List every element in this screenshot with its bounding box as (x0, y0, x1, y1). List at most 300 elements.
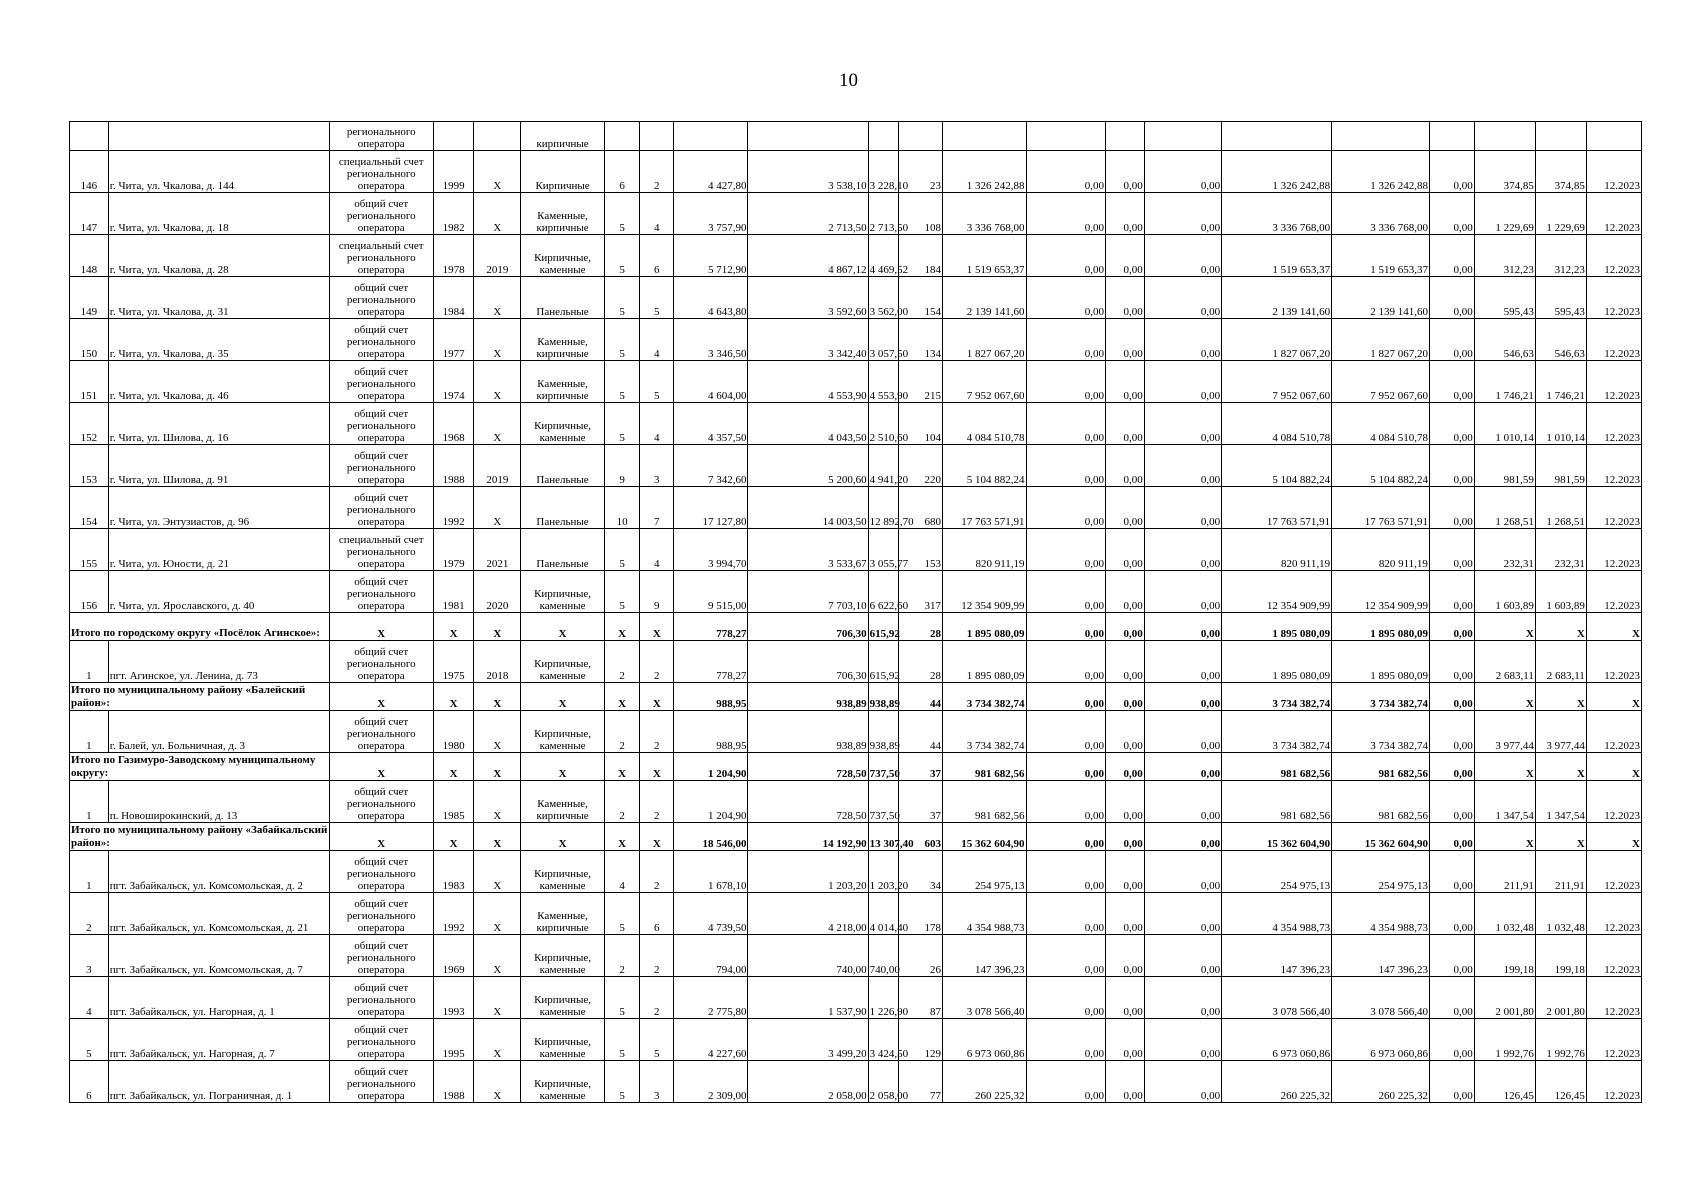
funding-cell: 0,00 (1429, 683, 1474, 711)
entrances-cell: 5 (640, 1019, 674, 1061)
renovation-year-cell: 2020 (474, 571, 521, 613)
total-area-cell: 2 309,00 (674, 1061, 748, 1103)
funding-cell: 0,00 (1429, 403, 1474, 445)
floors-cell: 2 (604, 641, 640, 683)
funding-cell: 1 895 080,09 (1332, 641, 1430, 683)
renovation-year-cell: Х (474, 753, 521, 781)
address-cell: г. Чита, ул. Ярославского, д. 40 (108, 571, 329, 613)
unit-cost-cell: 211,91 (1535, 851, 1586, 893)
funding-cell: 0,00 (1026, 753, 1105, 781)
funding-cell: 15 362 604,90 (1332, 823, 1430, 851)
entrances-cell: 2 (640, 711, 674, 753)
completion-date-cell: Х (1586, 823, 1641, 851)
funding-cell: 4 354 988,73 (1222, 893, 1332, 935)
funding-cell: 0,00 (1429, 893, 1474, 935)
entrances-cell: 3 (640, 445, 674, 487)
address-cell: пгт. Забайкальск, ул. Нагорная, д. 1 (108, 977, 329, 1019)
subtotal-row (70, 613, 1642, 641)
renovation-year-cell: Х (474, 977, 521, 1019)
unit-cost-cell: 1 268,51 (1474, 487, 1535, 529)
funding-cell: 0,00 (1429, 613, 1474, 641)
unit-cost-cell: 2 683,11 (1535, 641, 1586, 683)
unit-cost-cell: 211,91 (1474, 851, 1535, 893)
material-cell: Каменные, кирпичные (521, 319, 605, 361)
cost-cell: 4 084 510,78 (943, 403, 1027, 445)
account-cell: Х (329, 823, 433, 851)
subtotal-label: Итого по муниципальному району «Забайкальский район»: (71, 824, 328, 849)
year-cell: 1980 (433, 711, 474, 753)
residents-cell: 220 (899, 445, 943, 487)
completion-date-cell: 12.2023 (1586, 641, 1641, 683)
funding-cell: 7 952 067,60 (1222, 361, 1332, 403)
residents-cell: 87 (899, 977, 943, 1019)
account-cell: общий счет регионального оператора (329, 361, 433, 403)
completion-date-cell: 12.2023 (1586, 1019, 1641, 1061)
funding-cell: 0,00 (1429, 781, 1474, 823)
funding-cell: 0,00 (1429, 935, 1474, 977)
renovation-year-cell: Х (474, 711, 521, 753)
funding-cell: 0,00 (1026, 151, 1105, 193)
completion-date-cell: 12.2023 (1586, 781, 1641, 823)
funding-cell: 0,00 (1429, 529, 1474, 571)
residents-cell: 26 (899, 935, 943, 977)
table-row (70, 151, 1642, 193)
address-cell: г. Чита, ул. Чкалова, д. 144 (108, 151, 329, 193)
funding-cell: 6 973 060,86 (1222, 1019, 1332, 1061)
floors-cell: 9 (604, 445, 640, 487)
table-row (70, 193, 1642, 235)
completion-date-cell: 12.2023 (1586, 277, 1641, 319)
unit-cost-cell: 1 603,89 (1474, 571, 1535, 613)
funding-cell: 0,00 (1144, 683, 1221, 711)
completion-date-cell: 12.2023 (1586, 445, 1641, 487)
material-cell: Кирпичные, каменные (521, 977, 605, 1019)
entrances-cell: 2 (640, 641, 674, 683)
funding-cell: 0,00 (1429, 319, 1474, 361)
material-cell: Кирпичные, каменные (521, 235, 605, 277)
unit-cost-cell: Х (1474, 823, 1535, 851)
year-cell: 1974 (433, 361, 474, 403)
unit-cost-cell: 3 977,44 (1474, 711, 1535, 753)
unit-cost-cell: Х (1474, 753, 1535, 781)
address-cell: пгт. Забайкальск, ул. Нагорная, д. 7 (108, 1019, 329, 1061)
completion-date-cell: 12.2023 (1586, 151, 1641, 193)
funding-cell: 0,00 (1106, 445, 1145, 487)
cost-cell: 3 734 382,74 (943, 711, 1027, 753)
residents-cell: 108 (899, 193, 943, 235)
funding-cell: 1 827 067,20 (1222, 319, 1332, 361)
funding-cell: 0,00 (1026, 487, 1105, 529)
funding-cell: 0,00 (1026, 935, 1105, 977)
funding-cell: 0,00 (1144, 641, 1221, 683)
account-cell: общий счет регионального оператора (329, 319, 433, 361)
funding-cell: 4 354 988,73 (1332, 893, 1430, 935)
table-row (70, 1061, 1642, 1103)
funding-cell: 0,00 (1026, 1061, 1105, 1103)
residents-cell: 44 (899, 711, 943, 753)
residential-area-cell: 4 553,90 (748, 361, 868, 403)
table-row (70, 1019, 1642, 1061)
funding-cell: 0,00 (1429, 711, 1474, 753)
table-row (70, 403, 1642, 445)
floors-cell: 5 (604, 193, 640, 235)
account-cell: общий счет регионального оператора (329, 641, 433, 683)
owned-area-cell: 4 553,90 (868, 361, 899, 403)
cost-cell: 1 519 653,37 (943, 235, 1027, 277)
unit-cost-cell: 546,63 (1474, 319, 1535, 361)
residential-area-cell: 3 592,60 (748, 277, 868, 319)
residents-cell: 104 (899, 403, 943, 445)
total-area-cell: 9 515,00 (674, 571, 748, 613)
address-cell: г. Чита, ул. Чкалова, д. 35 (108, 319, 329, 361)
funding-cell: 260 225,32 (1222, 1061, 1332, 1103)
completion-date-cell: 12.2023 (1586, 193, 1641, 235)
owned-area-cell: 615,92 (868, 613, 899, 641)
unit-cost-cell: 595,43 (1535, 277, 1586, 319)
funding-cell: 0,00 (1144, 361, 1221, 403)
funding-cell: 1 895 080,09 (1222, 613, 1332, 641)
entrances-cell: 5 (640, 277, 674, 319)
funding-cell: 0,00 (1144, 1019, 1221, 1061)
table-row (70, 935, 1642, 977)
unit-cost-cell: 981,59 (1474, 445, 1535, 487)
year-cell: 1988 (433, 445, 474, 487)
funding-cell: 0,00 (1106, 977, 1145, 1019)
account-cell: Х (329, 683, 433, 711)
total-area-cell: 4 604,00 (674, 361, 748, 403)
material-cell: Кирпичные, каменные (521, 571, 605, 613)
unit-cost-cell: 1 603,89 (1535, 571, 1586, 613)
owned-area-cell: 4 469,52 (868, 235, 899, 277)
unit-cost-cell: 1 268,51 (1535, 487, 1586, 529)
owned-area-cell: 3 057,50 (868, 319, 899, 361)
total-area-cell: 988,95 (674, 683, 748, 711)
year-cell: 1984 (433, 277, 474, 319)
floors-cell: 2 (604, 711, 640, 753)
funding-cell: 0,00 (1144, 753, 1221, 781)
funding-cell: 0,00 (1026, 319, 1105, 361)
completion-date-cell: 12.2023 (1586, 235, 1641, 277)
unit-cost-cell: 2 683,11 (1474, 641, 1535, 683)
total-area-cell: 5 712,90 (674, 235, 748, 277)
owned-area-cell: 4 014,40 (868, 893, 899, 935)
cost-cell: 6 973 060,86 (943, 1019, 1027, 1061)
completion-date-cell: 12.2023 (1586, 851, 1641, 893)
cost-cell: 3 078 566,40 (943, 977, 1027, 1019)
floors-cell: 5 (604, 1061, 640, 1103)
table-row (70, 487, 1642, 529)
renovation-year-cell: Х (474, 1061, 521, 1103)
year-cell: 1981 (433, 571, 474, 613)
owned-area-cell: 13 307,40 (868, 823, 899, 851)
unit-cost-cell: 595,43 (1474, 277, 1535, 319)
subtotal-row (70, 753, 1642, 781)
completion-date-cell: 12.2023 (1586, 711, 1641, 753)
unit-cost-cell: 1 229,69 (1535, 193, 1586, 235)
unit-cost-cell: Х (1535, 683, 1586, 711)
renovation-year-cell: Х (474, 487, 521, 529)
total-area-cell: 7 342,60 (674, 445, 748, 487)
funding-cell: 3 078 566,40 (1332, 977, 1430, 1019)
material-cell: Кирпичные (521, 151, 605, 193)
owned-area-cell: 2 713,50 (868, 193, 899, 235)
funding-cell: 1 519 653,37 (1332, 235, 1430, 277)
entrances-cell: 4 (640, 403, 674, 445)
completion-date-cell: 12.2023 (1586, 977, 1641, 1019)
funding-cell: 0,00 (1144, 277, 1221, 319)
funding-cell: 1 326 242,88 (1332, 151, 1430, 193)
funding-cell: 0,00 (1106, 277, 1145, 319)
floors-cell: Х (604, 753, 640, 781)
funding-cell: 0,00 (1106, 613, 1145, 641)
unit-cost-cell: 981,59 (1535, 445, 1586, 487)
entrances-cell: 6 (640, 235, 674, 277)
owned-area-cell: 2 510,60 (868, 403, 899, 445)
owned-area-cell: 3 424,50 (868, 1019, 899, 1061)
entrances-cell: Х (640, 613, 674, 641)
renovation-year-cell: 2018 (474, 641, 521, 683)
unit-cost-cell: 312,23 (1474, 235, 1535, 277)
funding-cell: 0,00 (1144, 151, 1221, 193)
completion-date-cell: 12.2023 (1586, 1061, 1641, 1103)
total-area-cell: 778,27 (674, 641, 748, 683)
funding-cell: 5 104 882,24 (1332, 445, 1430, 487)
page-number: 10 (839, 70, 858, 91)
total-area-cell: 988,95 (674, 711, 748, 753)
account-cell: общий счет регионального оператора (329, 1019, 433, 1061)
funding-cell: 0,00 (1106, 1019, 1145, 1061)
residents-cell: 603 (899, 823, 943, 851)
table-row (70, 529, 1642, 571)
material-cell: Кирпичные, каменные (521, 641, 605, 683)
owned-area-cell: 3 228,10 (868, 151, 899, 193)
table-row (70, 361, 1642, 403)
material-cell: Кирпичные, каменные (521, 1019, 605, 1061)
residents-cell: 134 (899, 319, 943, 361)
address-cell: г. Чита, ул. Энтузиастов, д. 96 (108, 487, 329, 529)
funding-cell: 147 396,23 (1332, 935, 1430, 977)
material-cell: Каменные, кирпичные (521, 781, 605, 823)
funding-cell: 0,00 (1144, 613, 1221, 641)
funding-cell: 0,00 (1026, 977, 1105, 1019)
material-cell: Панельные (521, 277, 605, 319)
row-number: 1 (70, 781, 109, 823)
floors-cell: 5 (604, 235, 640, 277)
funding-cell: 0,00 (1106, 193, 1145, 235)
unit-cost-cell: 126,45 (1535, 1061, 1586, 1103)
total-area-cell: 1 204,90 (674, 781, 748, 823)
account-cell: регионального оператора (329, 122, 433, 151)
entrances-cell: 4 (640, 529, 674, 571)
total-area-cell: 1 204,90 (674, 753, 748, 781)
account-cell: специальный счет регионального оператора (329, 529, 433, 571)
renovation-year-cell: 2019 (474, 235, 521, 277)
funding-cell: 0,00 (1144, 823, 1221, 851)
funding-cell: 7 952 067,60 (1332, 361, 1430, 403)
floors-cell: 5 (604, 571, 640, 613)
material-cell: Х (521, 683, 605, 711)
floors-cell: 2 (604, 781, 640, 823)
table-row (70, 445, 1642, 487)
table-row (70, 711, 1642, 753)
account-cell: общий счет регионального оператора (329, 571, 433, 613)
funding-cell: 0,00 (1429, 277, 1474, 319)
row-number: 3 (70, 935, 109, 977)
cost-cell: 4 354 988,73 (943, 893, 1027, 935)
renovation-year-cell: Х (474, 319, 521, 361)
renovation-year-cell: Х (474, 683, 521, 711)
unit-cost-cell: 374,85 (1474, 151, 1535, 193)
unit-cost-cell: 2 001,80 (1535, 977, 1586, 1019)
residential-area-cell: 5 200,60 (748, 445, 868, 487)
funding-cell: 147 396,23 (1222, 935, 1332, 977)
funding-cell: 4 084 510,78 (1332, 403, 1430, 445)
unit-cost-cell: 374,85 (1535, 151, 1586, 193)
unit-cost-cell: 1 992,76 (1535, 1019, 1586, 1061)
total-area-cell: 794,00 (674, 935, 748, 977)
cost-cell: 12 354 909,99 (943, 571, 1027, 613)
funding-cell: 0,00 (1026, 823, 1105, 851)
funding-cell: 17 763 571,91 (1222, 487, 1332, 529)
funding-cell: 0,00 (1144, 711, 1221, 753)
funding-cell: 0,00 (1429, 193, 1474, 235)
residents-cell: 215 (899, 361, 943, 403)
residential-area-cell: 7 703,10 (748, 571, 868, 613)
funding-cell: 0,00 (1026, 893, 1105, 935)
year-cell: 1977 (433, 319, 474, 361)
funding-cell: 0,00 (1429, 1019, 1474, 1061)
floors-cell: 4 (604, 851, 640, 893)
completion-date-cell: 12.2023 (1586, 319, 1641, 361)
account-cell: общий счет регионального оператора (329, 277, 433, 319)
unit-cost-cell: 199,18 (1535, 935, 1586, 977)
funding-cell: 0,00 (1106, 529, 1145, 571)
funding-cell: 0,00 (1144, 193, 1221, 235)
account-cell: Х (329, 753, 433, 781)
cost-cell: 1 895 080,09 (943, 613, 1027, 641)
funding-cell: 17 763 571,91 (1332, 487, 1430, 529)
total-area-cell: 4 427,80 (674, 151, 748, 193)
funding-cell: 3 734 382,74 (1332, 683, 1430, 711)
funding-cell: 0,00 (1106, 711, 1145, 753)
unit-cost-cell: Х (1535, 613, 1586, 641)
completion-date-cell: 12.2023 (1586, 935, 1641, 977)
unit-cost-cell: 1 347,54 (1474, 781, 1535, 823)
year-cell: 1969 (433, 935, 474, 977)
entrances-cell: 9 (640, 571, 674, 613)
year-cell: 1995 (433, 1019, 474, 1061)
address-cell: г. Чита, ул. Шилова, д. 91 (108, 445, 329, 487)
unit-cost-cell: Х (1474, 613, 1535, 641)
total-area-cell: 3 346,50 (674, 319, 748, 361)
row-number: 153 (70, 445, 109, 487)
account-cell: общий счет регионального оператора (329, 445, 433, 487)
year-cell: 1985 (433, 781, 474, 823)
funding-cell: 0,00 (1106, 319, 1145, 361)
residential-area-cell: 4 867,12 (748, 235, 868, 277)
residential-area-cell: 4 043,50 (748, 403, 868, 445)
floors-cell: Х (604, 613, 640, 641)
cost-cell: 7 952 067,60 (943, 361, 1027, 403)
material-cell: Каменные, кирпичные (521, 893, 605, 935)
residents-cell: 44 (899, 683, 943, 711)
table-row (70, 235, 1642, 277)
funding-cell: 0,00 (1144, 445, 1221, 487)
owned-area-cell: 938,89 (868, 711, 899, 753)
address-cell: п. Новоширокинский, д. 13 (108, 781, 329, 823)
owned-area-cell: 938,89 (868, 683, 899, 711)
entrances-cell: 7 (640, 487, 674, 529)
residential-area-cell: 14 003,50 (748, 487, 868, 529)
year-cell: 1988 (433, 1061, 474, 1103)
year-cell: 1975 (433, 641, 474, 683)
cost-cell: 1 827 067,20 (943, 319, 1027, 361)
subtotal-label: Итого по Газимуро-Заводскому муниципальному округу: (70, 753, 330, 781)
total-area-cell: 18 546,00 (674, 823, 748, 851)
residential-area-cell: 740,00 (748, 935, 868, 977)
funding-cell: 0,00 (1144, 403, 1221, 445)
renovation-year-cell: Х (474, 193, 521, 235)
account-cell: общий счет регионального оператора (329, 487, 433, 529)
material-cell: Панельные (521, 487, 605, 529)
renovation-year-cell: Х (474, 935, 521, 977)
funding-cell: 981 682,56 (1222, 753, 1332, 781)
cost-cell: 820 911,19 (943, 529, 1027, 571)
residential-area-cell: 2 058,00 (748, 1061, 868, 1103)
cost-cell: 1 895 080,09 (943, 641, 1027, 683)
table-row (70, 977, 1642, 1019)
year-cell: 1979 (433, 529, 474, 571)
floors-cell: 5 (604, 1019, 640, 1061)
material-cell: Х (521, 823, 605, 851)
floors-cell: 5 (604, 277, 640, 319)
residential-area-cell: 1 537,90 (748, 977, 868, 1019)
housing-repair-table (69, 121, 1642, 1103)
unit-cost-cell: 199,18 (1474, 935, 1535, 977)
funding-cell: 3 734 382,74 (1222, 683, 1332, 711)
entrances-cell: 2 (640, 977, 674, 1019)
address-cell: пгт. Забайкальск, ул. Комсомольская, д. 21 (108, 893, 329, 935)
material-cell: Каменные, кирпичные (521, 193, 605, 235)
table-row (70, 781, 1642, 823)
unit-cost-cell: 546,63 (1535, 319, 1586, 361)
account-cell: общий счет регионального оператора (329, 193, 433, 235)
residents-cell: 23 (899, 151, 943, 193)
residents-cell: 34 (899, 851, 943, 893)
total-area-cell: 3 994,70 (674, 529, 748, 571)
year-cell: 1982 (433, 193, 474, 235)
renovation-year-cell: Х (474, 277, 521, 319)
funding-cell: 5 104 882,24 (1222, 445, 1332, 487)
unit-cost-cell: 1 032,48 (1474, 893, 1535, 935)
renovation-year-cell: Х (474, 151, 521, 193)
funding-cell: 3 336 768,00 (1222, 193, 1332, 235)
address-cell: г. Чита, ул. Чкалова, д. 18 (108, 193, 329, 235)
unit-cost-cell: 1 992,76 (1474, 1019, 1535, 1061)
cost-cell: 17 763 571,91 (943, 487, 1027, 529)
owned-area-cell: 12 892,70 (868, 487, 899, 529)
unit-cost-cell: 3 977,44 (1535, 711, 1586, 753)
floors-cell: 5 (604, 977, 640, 1019)
material-cell: Панельные (521, 445, 605, 487)
renovation-year-cell: Х (474, 613, 521, 641)
funding-cell: 0,00 (1144, 487, 1221, 529)
entrances-cell: 2 (640, 781, 674, 823)
row-number: 1 (70, 851, 109, 893)
owned-area-cell: 4 941,20 (868, 445, 899, 487)
unit-cost-cell: 312,23 (1535, 235, 1586, 277)
funding-cell: 0,00 (1026, 1019, 1105, 1061)
